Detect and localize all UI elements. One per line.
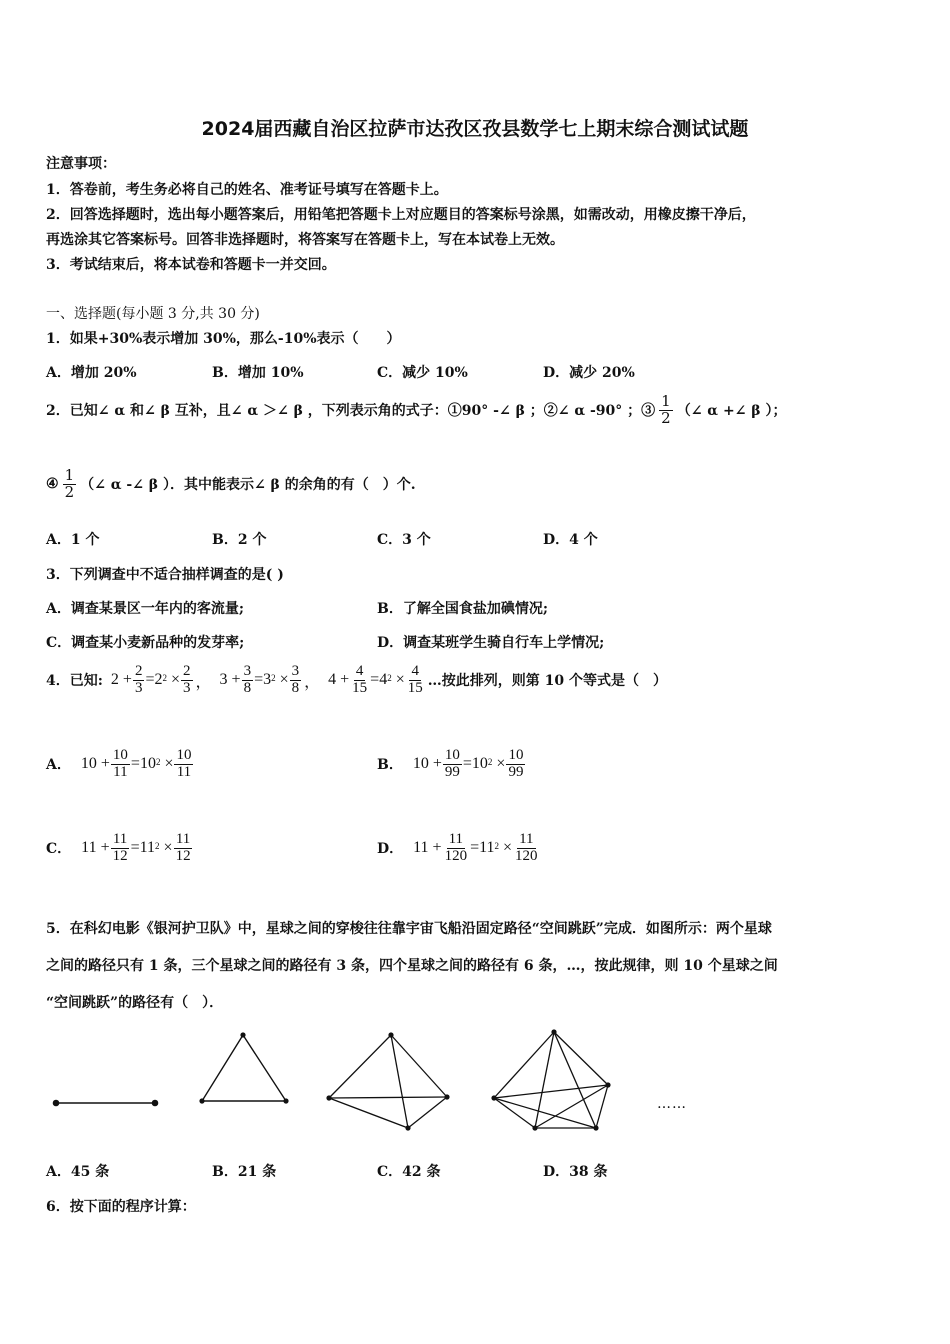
eq-base: 11 xyxy=(139,839,156,857)
eq-exponent: 2 xyxy=(487,757,493,768)
option-equation: 10 + $\frac{10}{99}$ = 10 $^2$ × $\frac{10}{99}$ xyxy=(412,747,524,780)
fraction-numerator: 10 xyxy=(444,747,460,763)
eq-base: 10 xyxy=(139,755,156,773)
eq-separator: ， xyxy=(195,673,212,691)
eq-term: 2 xyxy=(110,671,119,689)
figure-ellipsis: …… xyxy=(657,1096,687,1112)
eq-exponent: 2 xyxy=(494,841,500,852)
option-label: D． xyxy=(377,841,404,858)
fraction-numerator: 10 xyxy=(508,747,524,763)
fraction-denominator: 3 xyxy=(183,679,191,696)
eq-base: 10 xyxy=(471,755,488,773)
q4-example-1: 3 + $\frac{3}{8}$ = 3 $^2$ × $\frac{3}{8}$ ， xyxy=(219,663,321,696)
eq-term: 10 xyxy=(80,755,97,773)
fraction-numerator: 3 xyxy=(243,663,252,679)
fraction-numerator: 4 xyxy=(411,663,419,679)
q1-option-b: B．增加 10% xyxy=(212,365,304,381)
fraction-denominator: 12 xyxy=(175,847,191,864)
fraction-denominator: 15 xyxy=(352,679,368,696)
q4-stem-part: 4．已知: xyxy=(46,673,103,690)
q2-stem-part: 2．已知∠ α 和∠ β 互补，且∠ α ＞∠ β ，下列表示角的式子：①90° -∠ β ；②∠ α -90° ；③ xyxy=(46,403,656,420)
q2-stem-part: （∠ α -∠ β ）．其中能表示∠ β 的余角的有（ ）个. xyxy=(80,477,416,494)
fraction-numerator: 11 xyxy=(112,831,128,847)
eq-term: 4 xyxy=(328,671,337,689)
fraction-numerator: 10 xyxy=(176,747,192,763)
question-6-stem: 6．按下面的程序计算： xyxy=(46,1199,196,1215)
eq-separator: ， xyxy=(304,673,321,691)
question-5-stem-cont: 之间的路径只有 1 条，三个星球之间的路径有 3 条，四个星球之间的路径有 6 条，…，按此规律，则 10 个星球之间 xyxy=(46,958,778,974)
notice-item: 3．考试结束后，将本试卷和答题卡一并交回。 xyxy=(46,257,336,273)
eq-exponent: 2 xyxy=(155,757,161,768)
q3-option-b: B．了解全国食盐加碘情况; xyxy=(377,601,549,617)
figure-five-planets xyxy=(491,1029,610,1130)
fraction-numerator: 11 xyxy=(448,831,464,847)
question-1-stem: 1．如果+30%表示增加 30%，那么-10%表示（ ） xyxy=(46,331,401,347)
eq-base: 11 xyxy=(479,839,495,857)
section-heading: 一、选择题(每小题 3 分,共 30 分) xyxy=(46,306,260,322)
q3-option-d: D．调查某班学生骑自行车上学情况; xyxy=(377,635,605,651)
eq-base: 2 xyxy=(154,671,163,689)
figure-four-planets xyxy=(326,1032,449,1130)
q4-example-2: 4 + $\frac{4}{15}$ = 4 $^2$ × $\frac{4}{15}$ xyxy=(328,663,423,696)
fraction-numerator: 1 xyxy=(64,466,75,484)
fraction-denominator: 11 xyxy=(113,763,128,780)
notice-item: 2．回答选择题时，选出每小题答案后，用铅笔把答题卡上对应题目的答案标号涂黑，如需改动，用橡皮擦干净后， xyxy=(46,207,756,223)
q2-option-a: A．1 个 xyxy=(46,532,100,548)
eq-term: 11 xyxy=(413,839,429,857)
q2-stem-part: ④ xyxy=(46,476,59,493)
option-equation: 10 + $\frac{10}{11}$ = 10 $^2$ × $\frac{10}{11}$ xyxy=(80,747,192,780)
fraction-denominator: 8 xyxy=(243,679,252,696)
option-equation: 11 + $\frac{11}{12}$ = 11 $^2$ × $\frac{11}{12}$ xyxy=(81,831,191,864)
eq-exponent: 2 xyxy=(387,673,392,684)
notice-item: 再选涂其它答案标号。回答非选择题时，将答案写在答题卡上，写在本试卷上无效。 xyxy=(46,232,564,248)
q2-stem-part: （∠ α +∠ β ）； xyxy=(676,403,787,420)
eq-term: 11 xyxy=(81,839,97,857)
q3-option-a: A．调查某景区一年内的客流量; xyxy=(46,601,245,617)
fraction-denominator: 2 xyxy=(64,482,75,501)
q4-stem-part: …按此排列，则第 10 个等式是（ ） xyxy=(427,673,667,690)
eq-term: 3 xyxy=(219,671,228,689)
fraction-denominator: 8 xyxy=(291,679,300,696)
fraction-denominator: 99 xyxy=(508,763,524,780)
eq-base: 4 xyxy=(379,671,388,689)
q2-option-d: D．4 个 xyxy=(543,532,598,548)
q1-option-a: A．增加 20% xyxy=(46,365,137,381)
eq-base: 3 xyxy=(263,671,272,689)
fraction-numerator: 2 xyxy=(134,663,143,679)
fraction-denominator: 99 xyxy=(444,763,460,780)
option-equation: 11 + $\frac{11}{120}$ = 11 $^2$ × $\frac{11}{120}$ xyxy=(413,831,538,864)
fraction-numerator: 4 xyxy=(355,663,364,679)
notice-heading: 注意事项： xyxy=(46,156,116,172)
eq-exponent: 2 xyxy=(271,673,276,684)
fraction-numerator: 2 xyxy=(183,663,191,679)
fraction-numerator: 11 xyxy=(519,831,534,847)
q5-option-d: D．38 条 xyxy=(543,1164,608,1180)
eq-exponent: 2 xyxy=(155,841,160,852)
fraction-numerator: 10 xyxy=(112,747,128,763)
figure-three-planets xyxy=(199,1032,288,1103)
option-label: B． xyxy=(377,757,403,774)
question-5-stem: 5．在科幻电影《银河护卫队》中，星球之间的穿梭往往靠宇宙飞船沿固定路径“空间跳跃”完成．如图所示：两个星球 xyxy=(46,921,772,937)
figure-two-planets xyxy=(53,1100,157,1105)
fraction-denominator: 2 xyxy=(661,408,671,427)
option-label: A． xyxy=(46,757,71,774)
fraction-denominator: 11 xyxy=(176,763,192,780)
q5-option-b: B．21 条 xyxy=(212,1164,277,1180)
fraction-denominator: 15 xyxy=(407,679,423,696)
q3-option-c: C．调查某小麦新品种的发芽率; xyxy=(46,635,245,651)
option-label: C． xyxy=(46,841,72,858)
q2-option-b: B．2 个 xyxy=(212,532,267,548)
q4-example-0: 2 + $\frac{2}{3}$ = 2 $^2$ × $\frac{2}{3}$ ， xyxy=(110,663,212,696)
fraction-numerator: 3 xyxy=(291,663,300,679)
fraction-numerator: 1 xyxy=(661,392,671,410)
eq-term: 10 xyxy=(412,755,429,773)
fraction-denominator: 3 xyxy=(134,679,143,696)
q1-option-d: D．减少 20% xyxy=(543,365,635,381)
eq-exponent: 2 xyxy=(162,673,167,684)
notice-item: 1．答卷前，考生务必将自己的姓名、准考证号填写在答题卡上。 xyxy=(46,182,448,198)
fraction-numerator: 11 xyxy=(175,831,191,847)
q1-option-c: C．减少 10% xyxy=(377,365,468,381)
fraction-denominator: 120 xyxy=(515,847,538,864)
fraction-denominator: 12 xyxy=(112,847,128,864)
question-5-stem-cont: “空间跳跃”的路径有（ ）． xyxy=(46,995,224,1011)
q5-option-a: A．45 条 xyxy=(46,1164,110,1180)
fraction-denominator: 120 xyxy=(444,847,468,864)
q5-option-c: C．42 条 xyxy=(377,1164,441,1180)
question-3-stem: 3．下列调查中不适合抽样调查的是( ) xyxy=(46,567,284,583)
q2-option-c: C．3 个 xyxy=(377,532,431,548)
page-title: 2024届西藏自治区拉萨市达孜区孜县数学七上期末综合测试试题 xyxy=(201,118,749,140)
